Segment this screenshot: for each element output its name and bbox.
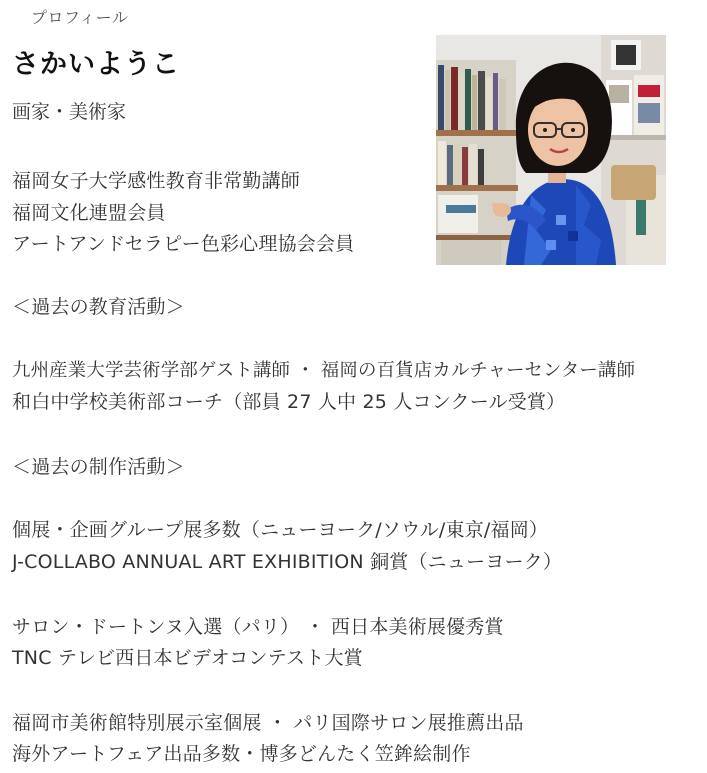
production-item: 個展・企画グループ展多数（ニューヨーク/ソウル/東京/福岡） bbox=[12, 519, 549, 541]
section-label: プロフィール bbox=[31, 8, 129, 27]
production-item: TNC テレビ西日本ビデオコンテスト大賞 bbox=[12, 647, 363, 669]
education-item: 和白中学校美術部コーチ（部員 27 人中 25 人コンクール受賞） bbox=[12, 391, 566, 413]
affiliation-item: 福岡文化連盟会員 bbox=[12, 202, 166, 224]
artist-role: 画家・美術家 bbox=[12, 101, 127, 123]
education-item: 九州産業大学芸術学部ゲスト講師 ・ 福岡の百貨店カルチャーセンター講師 bbox=[12, 360, 636, 381]
artist-name: さかいようこ bbox=[12, 49, 180, 80]
production-item: 福岡市美術館特別展示室個展 ・ パリ国際サロン展推薦出品 bbox=[12, 712, 524, 734]
education-heading: ＜過去の教育活動＞ bbox=[12, 296, 185, 318]
production-item: サロン・ドートンヌ入選（パリ） ・ 西日本美術展優秀賞 bbox=[12, 616, 504, 638]
artist-portrait-photo bbox=[436, 35, 666, 265]
production-item: J-COLLABO ANNUAL ART EXHIBITION 銅賞（ニューヨーク） bbox=[12, 551, 563, 573]
production-item: 海外アートフェア出品多数・博多どんたく笠鉾絵制作 bbox=[12, 743, 471, 765]
affiliation-item: アートアンドセラピー色彩心理協会会員 bbox=[12, 233, 355, 255]
affiliation-item: 福岡女子大学感性教育非常勤講師 bbox=[12, 170, 301, 192]
production-heading: ＜過去の制作活動＞ bbox=[12, 456, 185, 478]
